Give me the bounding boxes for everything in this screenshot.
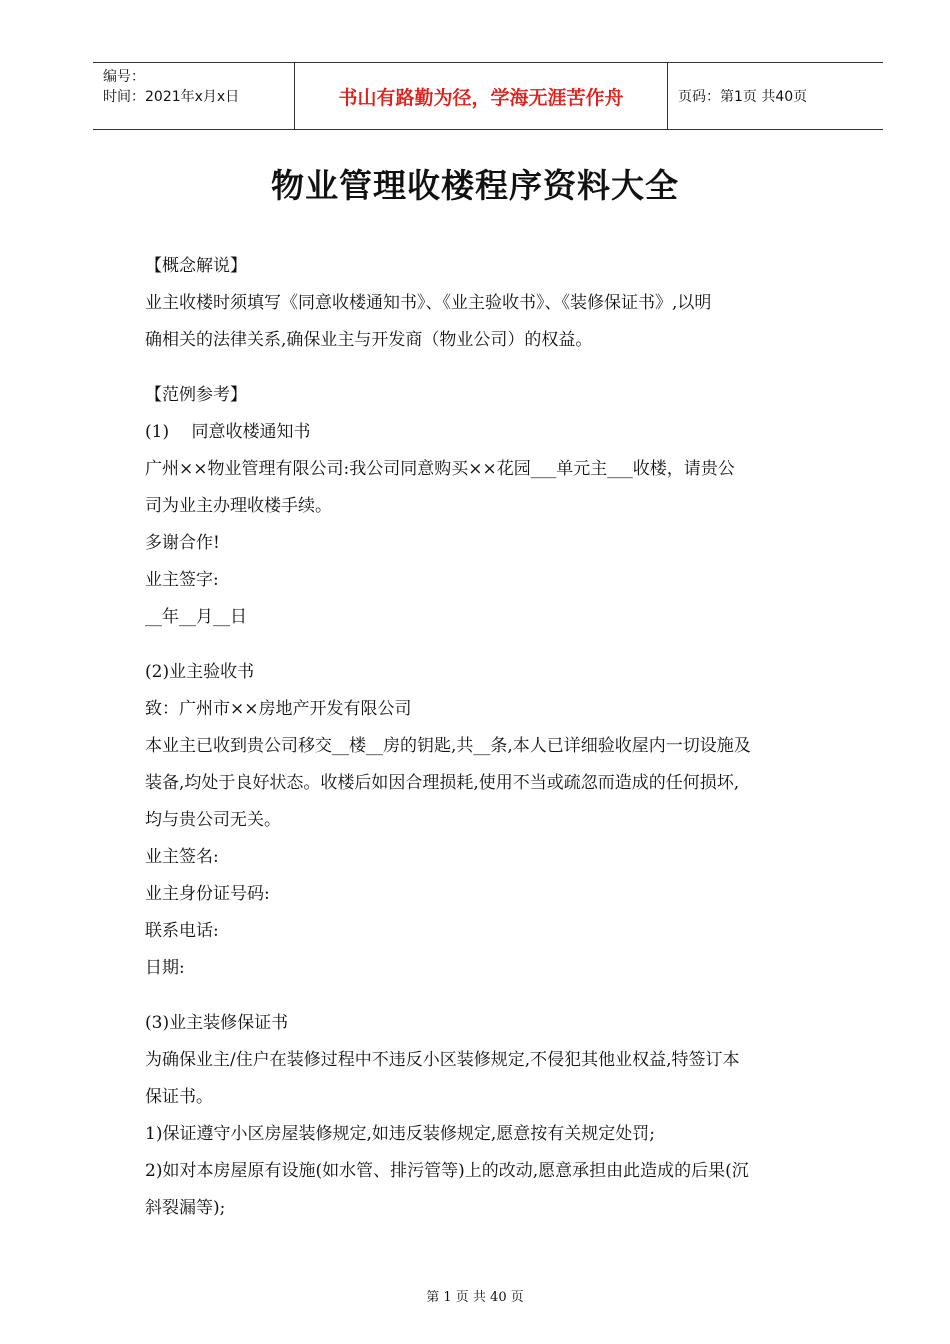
header-page-info: 页码：第1页 共40页	[678, 89, 808, 105]
section-heading: 【范例参考】	[145, 385, 247, 405]
page-footer: 第 1 页 共 40 页	[426, 1290, 524, 1305]
paragraph-line: 业主签名:	[145, 847, 219, 867]
paragraph-line: 多谢合作!	[145, 533, 220, 553]
paragraph-line: 广州××物业管理有限公司:我公司同意购买××花园___单元主___收楼，请贵公	[145, 459, 735, 479]
header-motto: 书山有路勤为径，学海无涯苦作舟	[295, 63, 668, 129]
section-heading: 【概念解说】	[145, 256, 247, 276]
paragraph-line: 业主签字:	[145, 570, 219, 590]
paragraph-line: 业主收楼时须填写《同意收楼通知书》、《业主验收书》、《装修保证书》,以明	[145, 293, 712, 313]
paragraph-line: 联系电话:	[145, 921, 219, 941]
section-heading: (3)业主装修保证书	[145, 1013, 289, 1033]
paragraph-line: 保证书。	[145, 1087, 213, 1107]
document-body	[145, 248, 845, 1227]
paragraph-line: 确相关的法律关系,确保业主与开发商（物业公司）的权益。	[145, 330, 593, 350]
paragraph-line: 本业主已收到贵公司移交__楼__房的钥匙,共__条,本人已详细验收屋内一切设施及	[145, 736, 751, 756]
paragraph-line: __年__月__日	[145, 607, 247, 627]
page-header	[93, 62, 883, 130]
paragraph-line: 业主身份证号码:	[145, 884, 270, 904]
paragraph-line: 均与贵公司无关。	[145, 810, 281, 830]
paragraph-line: 致：广州市××房地产开发有限公司	[145, 699, 412, 719]
paragraph-line: 日期:	[145, 958, 185, 978]
paragraph-line: 为确保业主/住户在装修过程中不违反小区装修规定,不侵犯其他业权益,特签订本	[145, 1050, 740, 1070]
document-title: 物业管理收楼程序资料大全	[271, 166, 679, 205]
paragraph-line: 2)如对本房屋原有设施(如水管、排污管等)上的改动,愿意承担由此造成的后果(沉	[145, 1161, 749, 1181]
serial-label: 编号：	[103, 69, 145, 85]
paragraph-line: (1) 同意收楼通知书	[145, 422, 311, 442]
section-heading: (2)业主验收书	[145, 662, 255, 682]
paragraph-line: 1)保证遵守小区房屋装修规定,如违反装修规定,愿意按有关规定处罚;	[145, 1124, 655, 1144]
header-info	[93, 63, 295, 129]
paragraph-line: 司为业主办理收楼手续。	[145, 496, 332, 516]
paragraph-line: 装备,均处于良好状态。收楼后如因合理损耗,使用不当或疏忽而造成的任何损坏,	[145, 773, 740, 793]
time-label: 时间：2021年x月x日	[103, 89, 240, 105]
paragraph-line: 斜裂漏等);	[145, 1198, 226, 1218]
